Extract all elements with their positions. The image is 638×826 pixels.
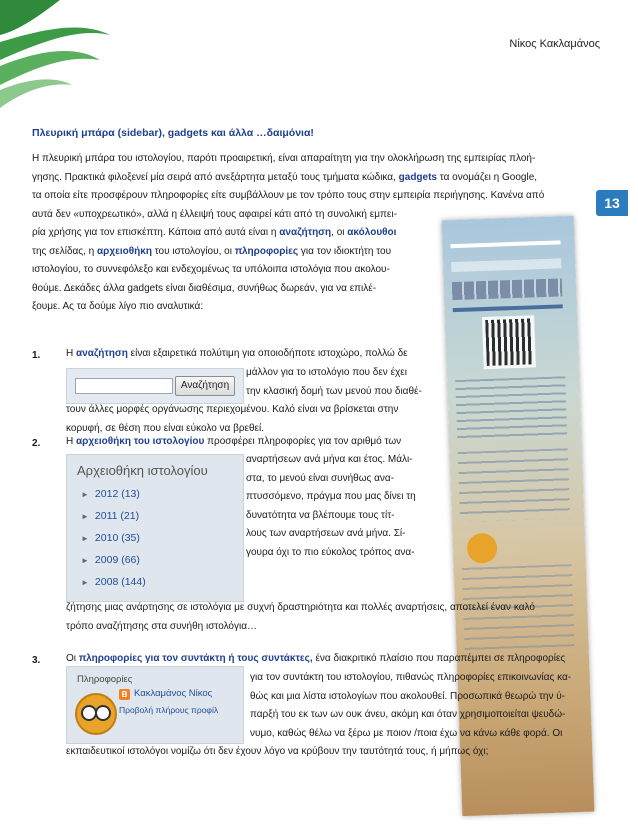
item1-text-right: μάλλον για το ιστολόγιο που δεν έχει την κλασική δομή των μενού που διαθέ- — [246, 367, 422, 397]
triangle-right-icon: ► — [81, 512, 89, 521]
search-input[interactable] — [75, 378, 173, 394]
profile-widget-title: Πληροφορίες — [77, 674, 133, 685]
intro-line: της σελίδας, η αρχειοθήκη του ιστολογίου, οι πληροφορίες για τον ιδιοκτήτη του — [32, 245, 392, 257]
triangle-right-icon: ► — [81, 578, 89, 587]
item2-text-right: αναρτήσεων ανά μήνα και έτος. Μάλι- στα, το μενού είναι συνήθως ανα- πτυσσόμενο, πράγμα που μας δίνει τη δυνατότητα να βλέπουμε τους τίτ- λους των αναρτήσεων ανά μήνα. Σί- γουρα όχι το πιο εύκολος τρόπος ανα- — [246, 454, 416, 558]
page-number-badge: 13 — [596, 190, 628, 216]
item3-text-right: για τον συντάκτη του ιστολογίου, πιθανώς πληροφορίες επικοινωνίας κα- θώς και μια λίστα ιστολογίων που ακολουθεί. Προσωπικά θεωρώ την ύ- παρξή του εκ των ων ουκ άνευ, ακόμη και όταν χρησιμοποιείται ψευδώ- νυμο, καθώς θέλω να ξέρω με ποιον /ποια έχω να κάνω κάθε φορά. Οι — [250, 672, 572, 739]
item3-text-bottom: εκπαιδευτικοί ιστολόγοι νομίζω ότι δεν έχουν λόγο να κρύβουν την ταυτότητά τους, ή μήπως όχι; — [66, 746, 489, 757]
blogger-icon: B — [119, 689, 130, 700]
profile-name-link[interactable]: Κακλαμάνος Νίκος — [134, 688, 213, 699]
intro-line: ρία χρήσης για τον επισκέπτη. Κάποια από αυτά είναι η αναζήτηση, οι ακόλουθοι — [32, 227, 397, 238]
intro-line: αυτά δεν «υποχρεωτικό», αλλά η έλλειψή τους αφαιρεί κάτι από τη συνολική εμπει- — [32, 208, 397, 220]
intro-line: Η πλευρική μπάρα του ιστολογίου, παρότι προαιρετική, είναι απαραίτητη για την ολοκλήρωση της εμπειρίας πλοή- — [32, 153, 536, 164]
list-number: 3. — [32, 655, 41, 666]
item2-text-bottom: ζήτησης μιας ανάρτησης σε ιστολόγια με συχνή δραστηριότητα και πολλές αναρτήσεις, αποτελεί έναν καλό τρόπο αναζήτησης στα συνήθη ιστολόγια… — [66, 602, 535, 632]
search-button[interactable]: Αναζήτηση — [175, 376, 235, 396]
list-number: 1. — [32, 350, 41, 361]
section-title: Πλευρική μπάρα (sidebar), gadgets και άλλα …δαιμόνια! — [32, 127, 314, 139]
archive-item[interactable]: ► 2009 (66) — [81, 554, 140, 566]
intro-line: ξουμε. Ας τα δούμε λίγο πιο αναλυτικά: — [32, 301, 204, 312]
archive-item[interactable]: ► 2008 (144) — [81, 576, 146, 588]
archive-widget-image — [66, 454, 244, 602]
item1-line: Η αναζήτηση είναι εξαιρετικά πολύτιμη για οποιοδήποτε ιστοχώρο, πολλώ δε — [66, 348, 408, 359]
view-full-profile-link[interactable]: Προβολή πλήρους προφίλ — [119, 705, 219, 715]
intro-line: θούμε. Δεκάδες άλλα gadgets είναι διαθέσιμα, συνήθως δωρεάν, για να επιλέ- — [32, 282, 377, 294]
search-widget-image — [66, 368, 244, 404]
owl-avatar-icon — [75, 693, 117, 735]
archive-widget-title: Αρχειοθήκη ιστολογίου — [77, 463, 208, 478]
profile-widget-image — [66, 666, 244, 744]
item3-line: Οι πληροφορίες για τον συντάκτη ή τους συντάκτες, ένα διακριτικό πλαίσιο που παραπέμπει σε πληροφορίες — [66, 653, 566, 664]
sidebar-image-content — [450, 240, 574, 658]
triangle-right-icon: ► — [81, 490, 89, 499]
intro-line: τα οποία είτε προσφέρουν πληροφορίες είτε συμβάλλουν με τον τρόπο τους στην εμπειρία περιήγησης. Κανένα από — [32, 190, 545, 201]
item1-text-bottom: τουν άλλες μορφές οργάνωσης περιεχομένου. Καλό είναι να βρίσκεται στην κορυφή, σε θέση που είναι εύκολο να βρεθεί. — [66, 404, 399, 434]
item2-line: Η αρχειοθήκη του ιστολογίου προσφέρει πληροφορίες για τον αριθμό των — [66, 436, 402, 447]
archive-item[interactable]: ► 2011 (21) — [81, 510, 140, 522]
archive-item[interactable]: ► 2010 (35) — [81, 532, 140, 544]
intro-line: γησης. Πρακτικά φιλοξενεί μία σειρά από ανεξάρτητα μεταξύ τους τμήματα κώδικα, gadgets τα ονομάζει η Google, — [32, 171, 538, 183]
intro-line: ιστολογίου, το συννεφόλεξο και ενδεχομένως τα υπόλοιπα ιστολόγια που ακολου- — [32, 264, 390, 275]
author-name: Νίκος Κακλαμάνος — [509, 38, 600, 50]
triangle-right-icon: ► — [81, 556, 89, 565]
archive-item[interactable]: ► 2012 (13) — [81, 488, 140, 500]
triangle-right-icon: ► — [81, 534, 89, 543]
list-number: 2. — [32, 438, 41, 449]
logo — [0, 0, 120, 112]
